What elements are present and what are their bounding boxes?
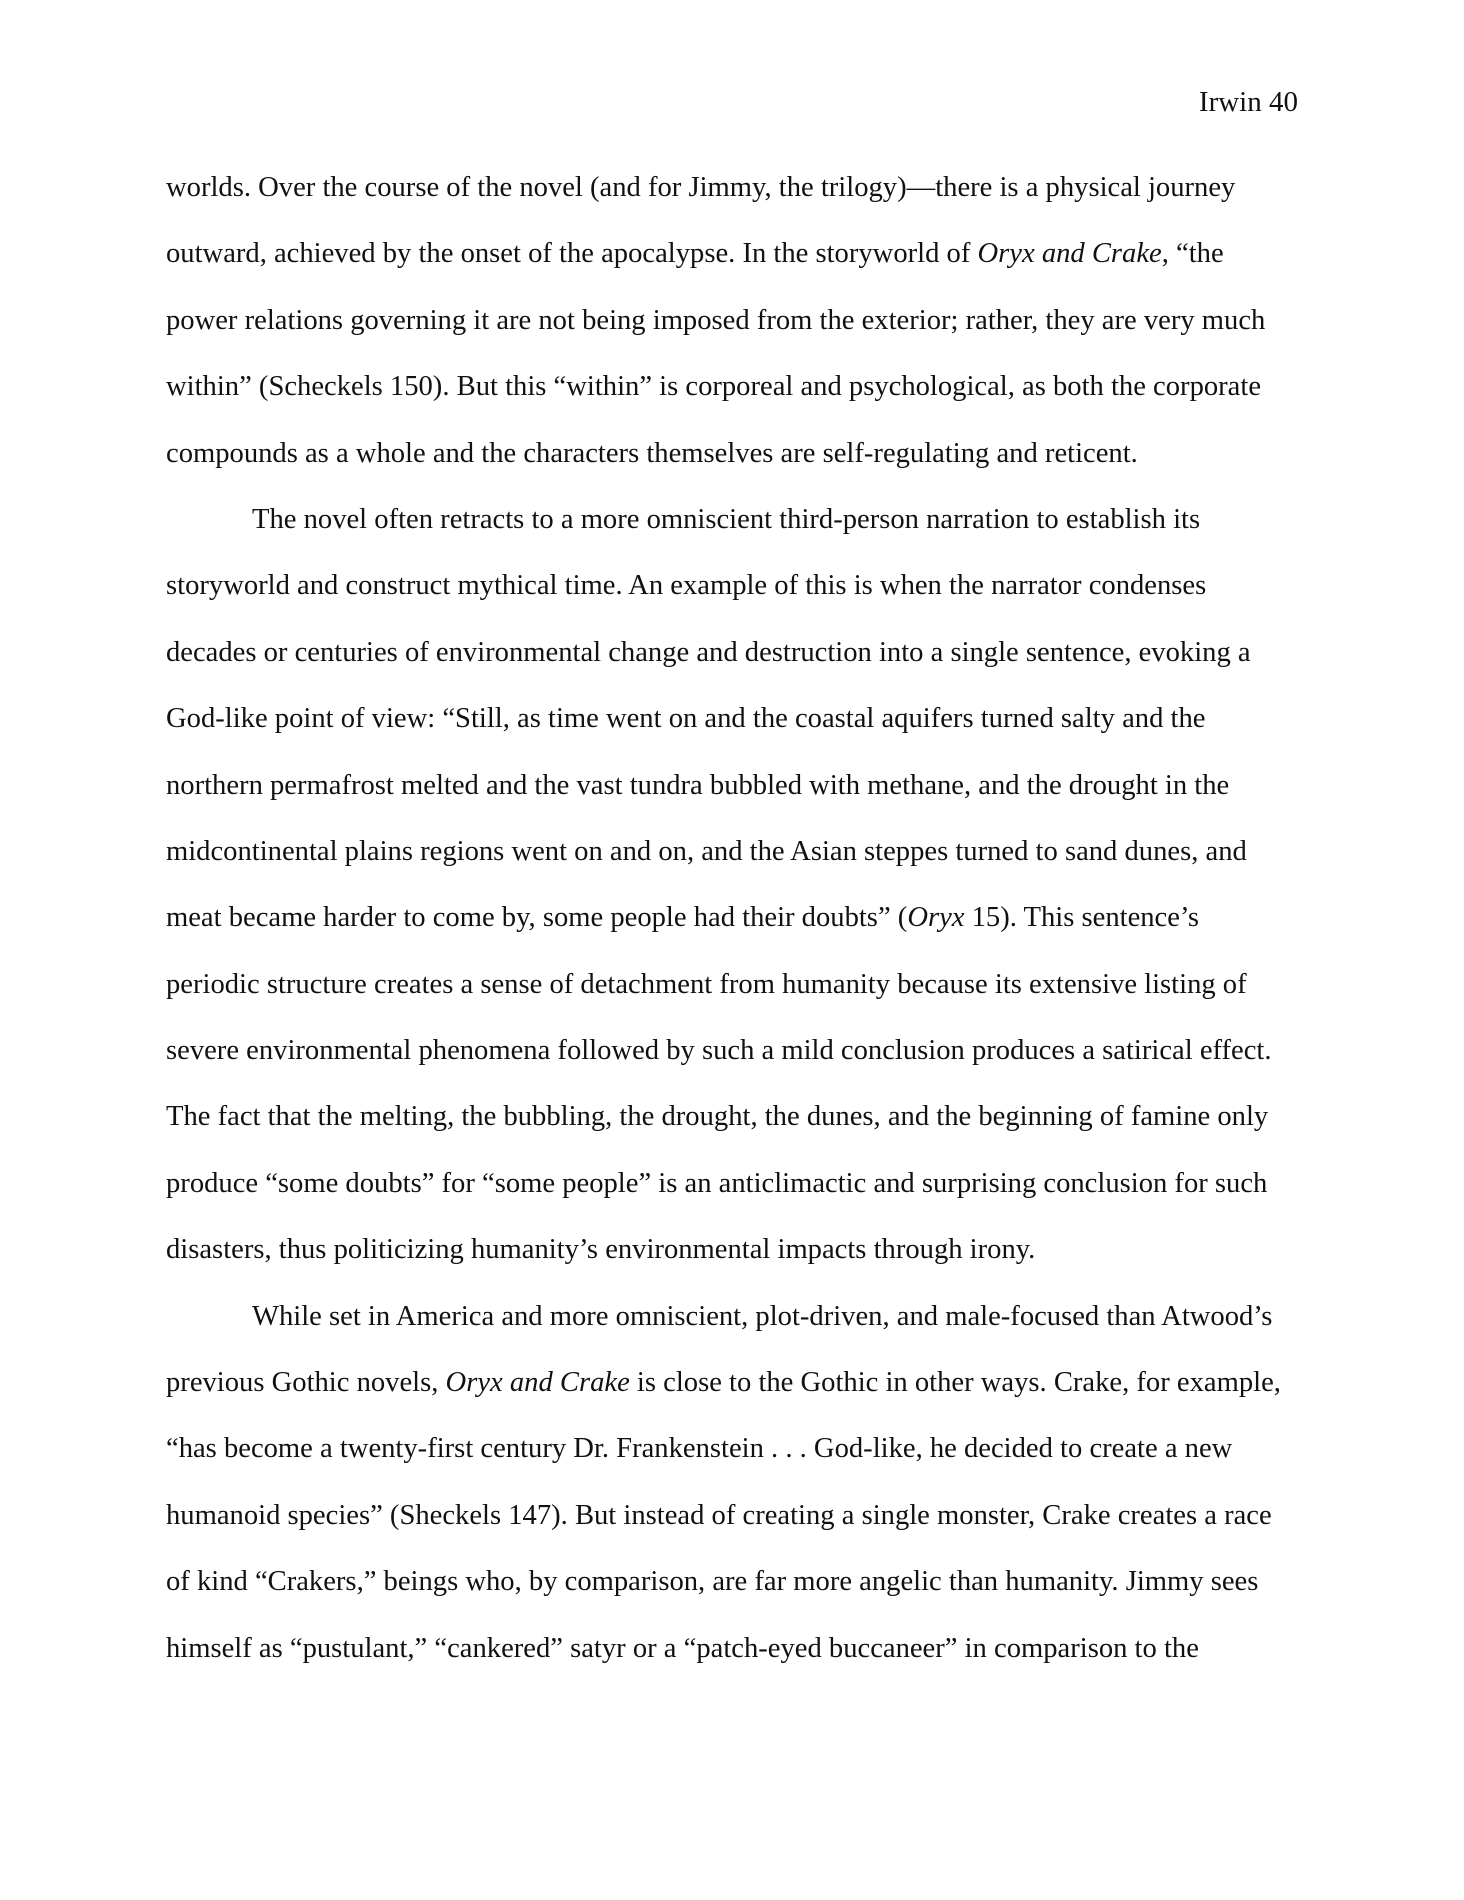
text-line bbox=[166, 898, 1306, 964]
text-run: “has become a twenty-first century Dr. Frankenstein . . . God-like, he decided to create a new bbox=[166, 1433, 1233, 1465]
text-run: of kind “Crakers,” beings who, by comparison, are far more angelic than humanity. Jimmy sees bbox=[166, 1566, 1259, 1598]
text-line bbox=[166, 832, 1306, 898]
header-page-number: 40 bbox=[1269, 86, 1298, 118]
text-line bbox=[166, 1164, 1306, 1230]
text-line bbox=[166, 434, 1306, 500]
text-run: previous Gothic novels, bbox=[166, 1367, 446, 1399]
text-run: midcontinental plains regions went on and on, and the Asian steppes turned to sand dunes, and bbox=[166, 835, 1247, 867]
text-line bbox=[166, 1429, 1306, 1495]
text-line bbox=[166, 1496, 1306, 1562]
text-line bbox=[166, 301, 1306, 367]
text-line bbox=[166, 1097, 1306, 1163]
text-run: humanoid species” (Sheckels 147). But instead of creating a single monster, Crake creates a race bbox=[166, 1499, 1272, 1531]
running-header bbox=[1199, 82, 1298, 122]
text-run: God-like point of view: “Still, as time went on and the coastal aquifers turned salty and the bbox=[166, 703, 1206, 735]
text-run: The novel often retracts to a more omniscient third-person narration to establish its bbox=[252, 503, 1201, 535]
italic-title: Oryx and Crake bbox=[445, 1367, 630, 1399]
text-line bbox=[166, 1297, 1306, 1363]
text-run: severe environmental phenomena followed by such a mild conclusion produces a satirical effect. bbox=[166, 1035, 1272, 1067]
italic-title: Oryx and Crake bbox=[977, 238, 1162, 270]
text-run: 15). This sentence’s bbox=[964, 902, 1200, 934]
text-run: within” (Scheckels 150). But this “within” is corporeal and psychological, as both the corporate bbox=[166, 371, 1262, 403]
text-line bbox=[166, 766, 1306, 832]
text-line bbox=[166, 633, 1306, 699]
text-run: outward, achieved by the onset of the apocalypse. In the storyworld of bbox=[166, 238, 978, 270]
text-line bbox=[166, 566, 1306, 632]
text-run: northern permafrost melted and the vast tundra bubbled with methane, and the drought in the bbox=[166, 769, 1230, 801]
text-line bbox=[166, 965, 1306, 1031]
text-line bbox=[166, 1031, 1306, 1097]
text-run: storyworld and construct mythical time. An example of this is when the narrator condenses bbox=[166, 570, 1207, 602]
body-text bbox=[166, 168, 1306, 1695]
text-line bbox=[166, 168, 1306, 234]
text-line bbox=[166, 367, 1306, 433]
text-run: The fact that the melting, the bubbling, the drought, the dunes, and the beginning of famine only bbox=[166, 1101, 1269, 1133]
text-line bbox=[166, 1230, 1306, 1296]
italic-title: Oryx bbox=[907, 902, 965, 934]
text-run: , “the bbox=[1161, 238, 1224, 270]
text-run: disasters, thus politicizing humanity’s environmental impacts through irony. bbox=[166, 1234, 1036, 1266]
text-line bbox=[166, 699, 1306, 765]
text-run: decades or centuries of environmental change and destruction into a single sentence, evoking a bbox=[166, 636, 1251, 668]
text-line bbox=[166, 1363, 1306, 1429]
text-line bbox=[166, 1629, 1306, 1695]
text-line bbox=[166, 234, 1306, 300]
text-run: While set in America and more omniscient, plot-driven, and male-focused than Atwood’s bbox=[252, 1300, 1273, 1332]
text-run: power relations governing it are not being imposed from the exterior; rather, they are very much bbox=[166, 304, 1266, 336]
text-run: periodic structure creates a sense of detachment from humanity because its extensive listing of bbox=[166, 968, 1247, 1000]
text-line bbox=[166, 1562, 1306, 1628]
text-run: worlds. Over the course of the novel (and for Jimmy, the trilogy)—there is a physical journey bbox=[166, 172, 1236, 203]
text-line bbox=[166, 500, 1306, 566]
text-run: himself as “pustulant,” “cankered” satyr or a “patch-eyed buccaneer” in comparison to the bbox=[166, 1632, 1199, 1664]
text-run: produce “some doubts” for “some people” is an anticlimactic and surprising conclusion for such bbox=[166, 1167, 1268, 1199]
text-run: compounds as a whole and the characters themselves are self-regulating and reticent. bbox=[166, 437, 1138, 469]
text-run: is close to the Gothic in other ways. Crake, for example, bbox=[629, 1367, 1281, 1399]
text-run: meat became harder to come by, some people had their doubts” ( bbox=[166, 902, 908, 934]
header-author: Irwin bbox=[1198, 86, 1262, 118]
